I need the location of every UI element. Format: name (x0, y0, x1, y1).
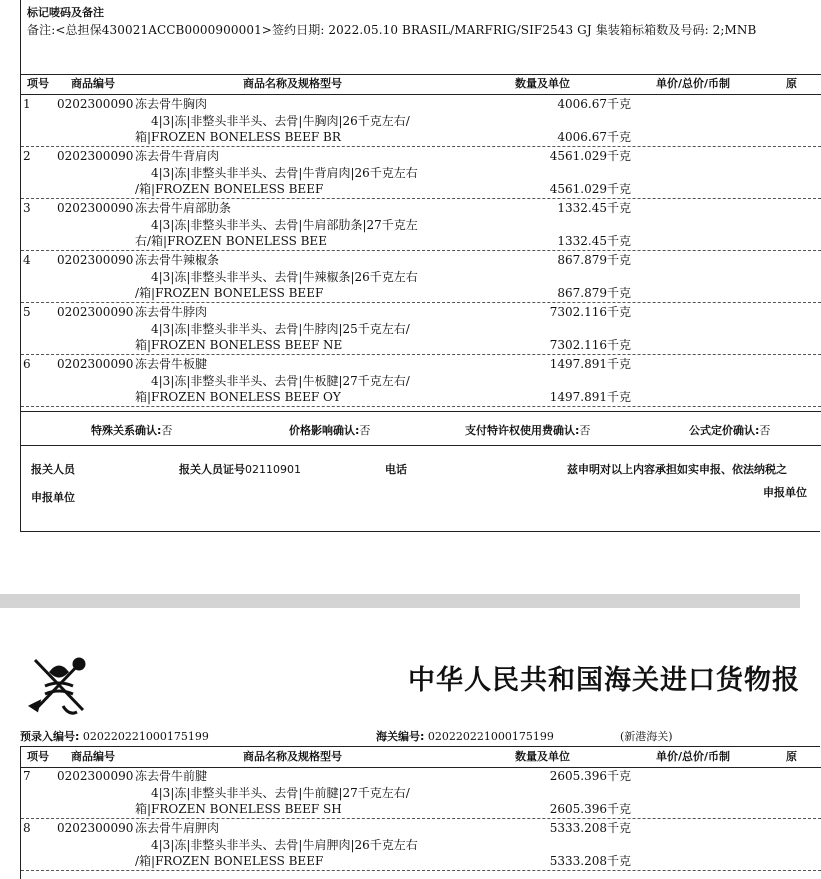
col-qty: 数量及单位 (515, 77, 570, 90)
declarant-cert-value: 02110901 (245, 463, 301, 476)
item-spec-line2: 箱|FROZEN BONELESS BEEF SH (135, 802, 342, 816)
item-code: 0202300090 (57, 769, 134, 783)
formula-pricing-value: 否 (759, 424, 771, 437)
table-row (21, 355, 821, 407)
item-spec-line2: /箱|FROZEN BONELESS BEEF (135, 286, 324, 300)
col-price: 单价/总价/币制 (656, 750, 731, 763)
item-qty-repeat: 5333.208千克 (549, 854, 631, 868)
formula-pricing-label: 公式定价确认: (689, 424, 760, 437)
royalty-confirm (465, 422, 590, 438)
item-qty: 867.879千克 (557, 253, 631, 267)
formula-pricing-confirm (689, 422, 770, 438)
item-qty: 1332.45千克 (557, 201, 631, 215)
items-header-page2 (21, 747, 821, 768)
price-impact-value: 否 (359, 424, 371, 437)
item-no: 8 (23, 821, 31, 835)
declarant-cert (179, 461, 301, 477)
item-spec-line2: 箱|FROZEN BONELESS BEEF NE (135, 338, 343, 352)
item-no: 7 (23, 769, 31, 783)
item-code: 0202300090 (57, 821, 134, 835)
item-name: 冻去骨牛胸肉 (135, 97, 208, 111)
item-name: 冻去骨牛肩部肋条 (135, 201, 232, 215)
item-spec-line1: 4|3|冻|非整头非半头、去骨|牛胸肉|26千克左右/ (151, 114, 410, 128)
item-name: 冻去骨牛肩胛肉 (135, 821, 220, 835)
declaring-unit-label: 申报单位 (31, 491, 75, 504)
col-name: 商品名称及规格型号 (243, 77, 342, 90)
item-spec-line2: 右/箱|FROZEN BONELESS BEE (135, 234, 327, 248)
item-qty: 2605.396千克 (549, 769, 631, 783)
col-no: 项号 (27, 77, 49, 90)
table-row (21, 819, 821, 871)
item-spec-line1: 4|3|冻|非整头非半头、去骨|牛肩部肋条|27千克左 (151, 218, 418, 232)
item-qty-repeat: 2605.396千克 (549, 802, 631, 816)
customs-number (376, 728, 554, 744)
item-no: 4 (23, 253, 31, 267)
table-row (21, 147, 821, 199)
item-spec-line1: 4|3|冻|非整头非半头、去骨|牛脖肉|25千克左右/ (151, 322, 410, 336)
item-spec-line2: 箱|FROZEN BONELESS BEEF OY (135, 390, 341, 404)
special-relation-label: 特殊关系确认: (91, 424, 162, 437)
item-qty-repeat: 867.879千克 (557, 286, 631, 300)
preentry-value: 020220221000175199 (82, 730, 209, 743)
item-code: 0202300090 (57, 97, 134, 111)
preentry-number (20, 728, 209, 744)
item-name: 冻去骨牛脖肉 (135, 305, 208, 319)
customs-emblem-icon (23, 650, 95, 722)
customs-number-label: 海关编号: (376, 730, 425, 743)
royalty-value: 否 (579, 424, 591, 437)
item-code: 0202300090 (57, 201, 134, 215)
declarant-person-label: 报关人员 (31, 463, 75, 476)
col-origin: 原 (786, 77, 797, 90)
item-no: 1 (23, 97, 31, 111)
item-code: 0202300090 (57, 149, 134, 163)
table-row (21, 303, 821, 355)
page-separator (0, 594, 800, 608)
item-code: 0202300090 (57, 357, 134, 371)
customs-number-value: 020220221000175199 (427, 730, 554, 743)
item-no: 2 (23, 149, 31, 163)
marks-remarks-heading: 标记唛码及备注 (27, 6, 104, 19)
col-origin: 原 (786, 750, 797, 763)
item-spec-line2: 箱|FROZEN BONELESS BEEF BR (135, 130, 341, 144)
declaration-statement: 兹申明对以上内容承担如实申报、依法纳税之 (567, 463, 787, 476)
item-no: 6 (23, 357, 31, 371)
col-qty: 数量及单位 (515, 750, 570, 763)
item-qty-repeat: 4561.029千克 (549, 182, 631, 196)
declaration-page-1 (20, 0, 820, 532)
royalty-label: 支付特许权使用费确认: (465, 424, 580, 437)
price-impact-confirm (289, 422, 370, 438)
item-spec-line2: /箱|FROZEN BONELESS BEEF (135, 854, 324, 868)
item-qty: 4561.029千克 (549, 149, 631, 163)
item-name: 冻去骨牛板腱 (135, 357, 208, 371)
item-spec-line1: 4|3|冻|非整头非半头、去骨|牛背肩肉|26千克左右 (151, 166, 418, 180)
col-name: 商品名称及规格型号 (243, 750, 342, 763)
declaring-unit-label-right: 申报单位 (763, 486, 807, 499)
remarks-text: 备注:<总担保430021ACCB0000900001>签约日期: 2022.05.10 BRASIL/MARFRIG/SIF2543 GJ 集装箱标箱数及号码: 2;MNB (27, 23, 757, 37)
phone-label: 电话 (385, 463, 407, 476)
item-no: 5 (23, 305, 31, 319)
divider (21, 445, 821, 446)
declarant-cert-label: 报关人员证号 (179, 463, 245, 476)
item-no: 3 (23, 201, 31, 215)
col-code: 商品编号 (71, 77, 115, 90)
item-qty: 7302.116千克 (549, 305, 631, 319)
item-name: 冻去骨牛背肩肉 (135, 149, 220, 163)
table-row (21, 251, 821, 303)
table-row (21, 199, 821, 251)
col-code: 商品编号 (71, 750, 115, 763)
special-relation-confirm (91, 422, 172, 438)
item-qty: 4006.67千克 (557, 97, 631, 111)
customs-port: (新港海关) (620, 730, 673, 743)
table-row (21, 767, 821, 819)
item-qty-repeat: 1497.891千克 (549, 390, 631, 404)
preentry-label: 预录入编号: (20, 730, 80, 743)
divider (21, 411, 821, 412)
item-qty-repeat: 4006.67千克 (557, 130, 631, 144)
item-qty-repeat: 7302.116千克 (549, 338, 631, 352)
item-spec-line1: 4|3|冻|非整头非半头、去骨|牛肩胛肉|26千克左右 (151, 838, 418, 852)
special-relation-value: 否 (161, 424, 173, 437)
col-price: 单价/总价/币制 (656, 77, 731, 90)
items-table-page2 (20, 746, 820, 879)
item-name: 冻去骨牛前腱 (135, 769, 208, 783)
item-code: 0202300090 (57, 305, 134, 319)
price-impact-label: 价格影响确认: (289, 424, 360, 437)
form-title: 中华人民共和国海关进口货物报 (408, 665, 800, 696)
item-name: 冻去骨牛辣椒条 (135, 253, 220, 267)
col-no: 项号 (27, 750, 49, 763)
item-qty-repeat: 1332.45千克 (557, 234, 631, 248)
item-code: 0202300090 (57, 253, 134, 267)
item-spec-line1: 4|3|冻|非整头非半头、去骨|牛板腱|27千克左右/ (151, 374, 410, 388)
item-qty: 1497.891千克 (549, 357, 631, 371)
item-spec-line2: /箱|FROZEN BONELESS BEEF (135, 182, 324, 196)
item-spec-line1: 4|3|冻|非整头非半头、去骨|牛辣椒条|26千克左右 (151, 270, 418, 284)
declaration-page-2 (20, 640, 820, 879)
items-header (21, 74, 821, 95)
table-row (21, 95, 821, 147)
item-spec-line1: 4|3|冻|非整头非半头、去骨|牛前腱|27千克左右/ (151, 786, 410, 800)
item-qty: 5333.208千克 (549, 821, 631, 835)
